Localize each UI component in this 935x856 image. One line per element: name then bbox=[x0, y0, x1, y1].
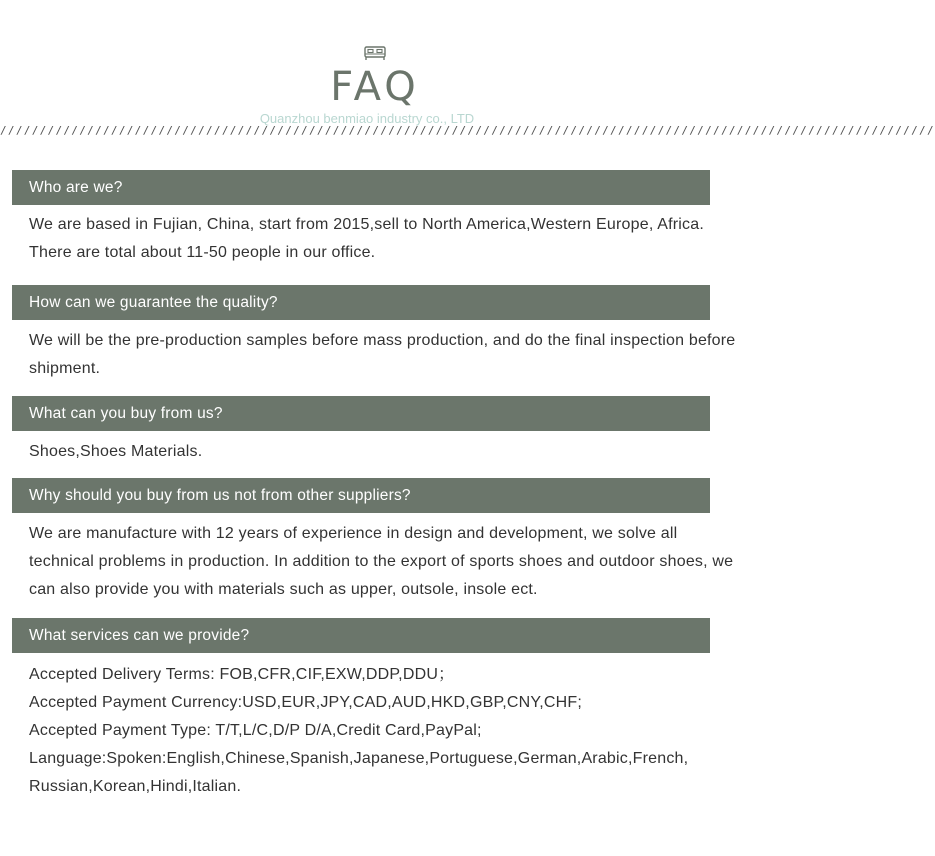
question-bar: What services can we provide? bbox=[12, 618, 710, 653]
answer-text: We are based in Fujian, China, start from 2015,sell to North America,Western Europe, Africa. There are total about 11-50 people in our office. bbox=[29, 216, 705, 261]
answer-text: We are manufacture with 12 years of experience in design and development, we solve all technical problems in production. In addition to the export of sports shoes and outdoor shoes, we can also provide you with materials such as upper, outsole, insole ect. bbox=[29, 525, 734, 598]
question-bar: How can we guarantee the quality? bbox=[12, 285, 710, 320]
service-line: Accepted Delivery Terms: FOB,CFR,CIF,EXW,DDP,DDU； bbox=[29, 666, 455, 683]
page-title: FAQ bbox=[330, 64, 420, 110]
service-line: Accepted Payment Type: T/T,L/C,D/P D/A,Credit Card,PayPal; bbox=[29, 722, 482, 739]
faq-header bbox=[0, 0, 935, 140]
service-line: Language:Spoken:English,Chinese,Spanish,Japanese,Portuguese,German,Arabic,French, Russian,Korean,Hindi,Italian. bbox=[29, 750, 689, 795]
answer-text: Shoes,Shoes Materials. bbox=[29, 443, 203, 460]
answer-text: We will be the pre-production samples before mass production, and do the final inspection before shipment. bbox=[29, 332, 736, 377]
question-bar: Who are we? bbox=[12, 170, 710, 205]
service-line: Accepted Payment Currency:USD,EUR,JPY,CAD,AUD,HKD,GBP,CNY,CHF; bbox=[29, 694, 583, 711]
decorative-divider: ////////////////////////////////////////////////////////////////////////////////////////////////////////////////////// bbox=[0, 124, 935, 137]
company-subtitle: Quanzhou benmiao industry co., LTD bbox=[259, 111, 475, 126]
services-list bbox=[29, 661, 745, 801]
question-bar: Why should you buy from us not from other suppliers? bbox=[12, 478, 710, 513]
bed-icon bbox=[363, 44, 387, 62]
question-bar: What can you buy from us? bbox=[12, 396, 710, 431]
